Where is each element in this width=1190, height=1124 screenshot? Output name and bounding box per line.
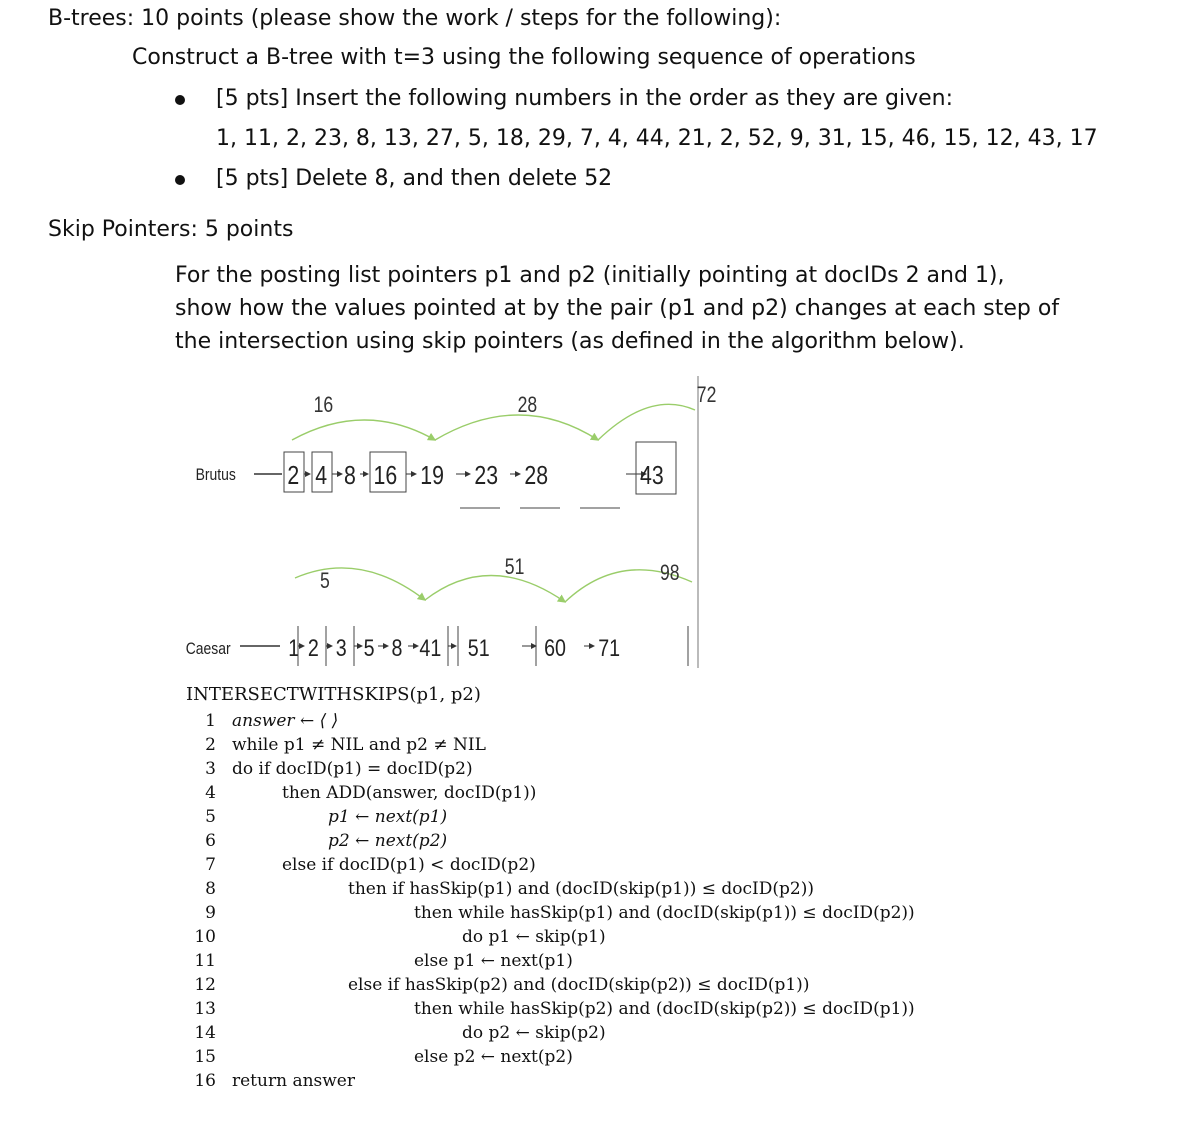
line-number: 13 [194, 999, 216, 1019]
brutus-node-43: 43 [640, 461, 664, 491]
line-number: 5 [205, 807, 216, 827]
brutus-node-8: 8 [344, 461, 356, 491]
algo-line-3: do if docID(p1) = docID(p2) [232, 759, 473, 779]
caesar-node-5: 5 [363, 634, 375, 662]
skip-para-line1: For the posting list pointers p1 and p2 (initially pointing at docIDs 2 and 1), [175, 263, 1005, 288]
brutus-skip-72: 72 [696, 383, 717, 408]
line-number: 16 [194, 1071, 216, 1091]
line-number: 3 [205, 759, 216, 779]
caesar-skip-98: 98 [660, 561, 680, 586]
caesar-node-60: 60 [544, 634, 566, 662]
algo-line-15: else p2 ← next(p2) [414, 1047, 573, 1067]
brutus-node-19: 19 [420, 461, 444, 491]
algorithm-title: INTERSECTWITHSKIPS(p1, p2) [186, 684, 481, 705]
btrees-sequence: 1, 11, 2, 23, 8, 13, 27, 5, 18, 29, 7, 4, 44, 21, 2, 52, 9, 31, 15, 46, 15, 12, 43, 17 [216, 126, 1098, 151]
caesar-node-3: 3 [335, 634, 347, 662]
caesar-node-2: 2 [307, 634, 319, 662]
caesar-skip-arc-1 [295, 568, 425, 600]
caesar-node-71: 71 [598, 634, 621, 662]
btrees-heading: B-trees: 10 points (please show the work / steps for the following): [48, 6, 782, 31]
caesar-node-51: 51 [467, 634, 490, 662]
line-number: 1 [205, 711, 216, 731]
skip-para-line2: show how the values pointed at by the pair (p1 and p2) changes at each step of [175, 296, 1060, 321]
line-number: 2 [205, 735, 216, 755]
bullet-dot-2 [175, 175, 185, 185]
caesar-skip-5: 5 [320, 569, 330, 594]
line-number: 15 [194, 1047, 216, 1067]
line-number: 4 [205, 783, 216, 803]
algo-line-10: do p1 ← skip(p1) [462, 927, 606, 947]
brutus-skip-arc-1 [292, 420, 435, 440]
algorithm-block [186, 684, 1006, 1104]
btrees-bullet-insert: [5 pts] Insert the following numbers in the order as they are given: [216, 86, 954, 111]
algo-line-13: then while hasSkip(p2) and (docID(skip(p2)) ≤ docID(p1)) [414, 999, 915, 1019]
algo-line-1: answer ← ⟨ ⟩ [232, 711, 339, 731]
skip-pointer-diagram [180, 370, 720, 670]
line-number: 10 [194, 927, 216, 947]
brutus-skip-arc-2 [435, 415, 598, 440]
algo-line-6: p2 ← next(p2) [328, 831, 448, 851]
brutus-list [284, 442, 676, 494]
skip-heading: Skip Pointers: 5 points [48, 217, 294, 242]
line-number: 6 [205, 831, 216, 851]
line-number: 11 [194, 951, 216, 971]
algo-line-8: then if hasSkip(p1) and (docID(skip(p1)) ≤ docID(p2)) [348, 879, 814, 899]
brutus-label: Brutus [195, 465, 236, 485]
line-number: 12 [194, 975, 216, 995]
caesar-node-8: 8 [391, 634, 403, 662]
algo-line-11: else p1 ← next(p1) [414, 951, 573, 971]
algo-line-7: else if docID(p1) < docID(p2) [282, 855, 536, 875]
brutus-skip-16: 16 [313, 393, 334, 418]
brutus-node-28: 28 [524, 461, 549, 491]
brutus-node-2: 2 [287, 461, 300, 491]
caesar-list [288, 626, 688, 666]
btrees-task: Construct a B-tree with t=3 using the following sequence of operations [132, 45, 916, 70]
algo-line-16: return answer [232, 1071, 355, 1091]
caesar-node-1: 1 [288, 634, 300, 662]
line-number: 7 [205, 855, 216, 875]
line-number: 14 [194, 1023, 216, 1043]
brutus-node-23: 23 [474, 461, 499, 491]
caesar-node-41: 41 [419, 634, 442, 662]
brutus-skip-28: 28 [517, 393, 538, 418]
line-number: 9 [205, 903, 216, 923]
brutus-node-16: 16 [373, 461, 398, 491]
algo-line-14: do p2 ← skip(p2) [462, 1023, 606, 1043]
brutus-skip-arc-3 [598, 404, 695, 440]
skip-para-line3: the intersection using skip pointers (as defined in the algorithm below). [175, 329, 965, 354]
btrees-bullet-delete: [5 pts] Delete 8, and then delete 52 [216, 166, 613, 191]
algo-line-5: p1 ← next(p1) [328, 807, 448, 827]
algo-line-2: while p1 ≠ NIL and p2 ≠ NIL [232, 735, 486, 755]
caesar-label: Caesar [185, 639, 231, 659]
line-number: 8 [205, 879, 216, 899]
algo-line-12: else if hasSkip(p2) and (docID(skip(p2)) ≤ docID(p1)) [348, 975, 810, 995]
algo-line-9: then while hasSkip(p1) and (docID(skip(p1)) ≤ docID(p2)) [414, 903, 915, 923]
bullet-dot-1 [175, 95, 185, 105]
algo-line-4: then ADD(answer, docID(p1)) [282, 783, 537, 803]
caesar-skip-arc-2 [425, 575, 565, 602]
caesar-skip-51: 51 [504, 555, 525, 580]
brutus-node-4: 4 [315, 461, 328, 491]
